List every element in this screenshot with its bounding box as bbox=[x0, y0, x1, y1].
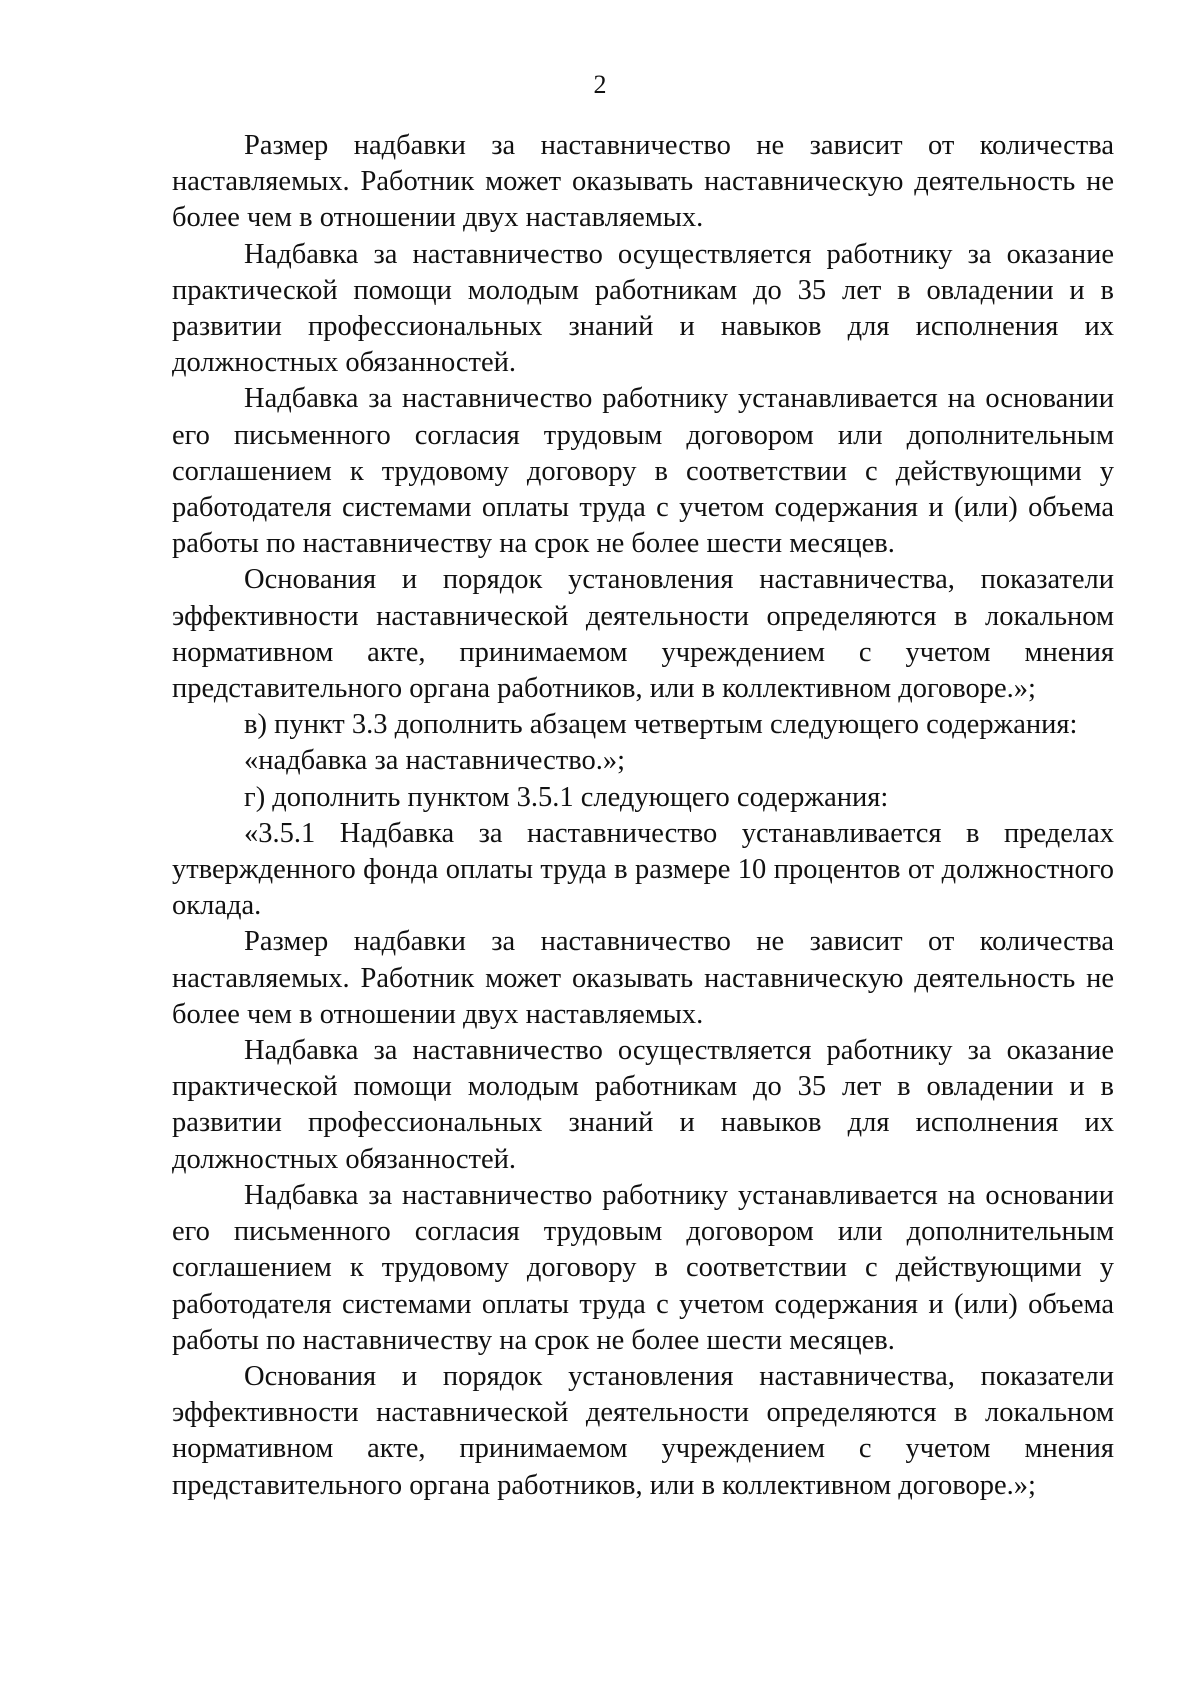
document-body bbox=[172, 128, 1114, 1504]
paragraph-quote-bonus: «надбавка за наставничество.»; bbox=[244, 745, 626, 777]
paragraph-mentoring-purpose-repeat: Надбавка за наставничество осуществляется работнику за оказание практической помощи молодым работникам до 35 лет в овладении и в развитии профессиональных знаний и навыков для исполнения их должностных обязанностей. bbox=[172, 1035, 1114, 1175]
paragraph-mentoring-establishment: Надбавка за наставничество работнику устанавливается на основании его письменного согласия трудовым договором или дополнительным соглашением к трудовому договору в соответствии с действующими у работодателя системами оплаты труда с учетом содержания и (или) объема работы по наставничеству на срок не более шести месяцев. bbox=[172, 383, 1114, 560]
paragraph-item-v: в) пункт 3.3 дополнить абзацем четвертым следующего содержания: bbox=[244, 709, 1078, 741]
paragraph-item-g: г) дополнить пунктом 3.5.1 следующего содержания: bbox=[244, 781, 889, 813]
paragraph-mentoring-size-repeat: Размер надбавки за наставничество не зависит от количества наставляемых. Работник может оказывать наставническую деятельность не более чем в отношении двух наставляемых. bbox=[172, 926, 1114, 1030]
paragraph-mentoring-size: Размер надбавки за наставничество не зависит от количества наставляемых. Работник может оказывать наставническую деятельность не более чем в отношении двух наставляемых. bbox=[172, 130, 1114, 234]
paragraph-mentoring-grounds: Основания и порядок установления наставничества, показатели эффективности наставнической деятельности определяются в локальном нормативном акте, принимаемом учреждением с учетом мнения представительного органа работников, или в коллективном договоре.»; bbox=[172, 564, 1114, 705]
paragraph-clause-3-5-1: «3.5.1 Надбавка за наставничество устанавливается в пределах утвержденного фонда оплаты труда в размере 10 процентов от должностного оклада. bbox=[172, 817, 1114, 922]
page-number: 2 bbox=[593, 70, 607, 99]
paragraph-mentoring-purpose: Надбавка за наставничество осуществляется работнику за оказание практической помощи молодым работникам до 35 лет в овладении и в развитии профессиональных знаний и навыков для исполнения их должностных обязанностей. bbox=[172, 238, 1114, 379]
paragraph-mentoring-establishment-repeat: Надбавка за наставничество работнику устанавливается на основании его письменного согласия трудовым договором или дополнительным соглашением к трудовому договору в соответствии с действующими у работодателя системами оплаты труда с учетом содержания и (или) объема работы по наставничеству на срок не более шести месяцев. bbox=[172, 1179, 1114, 1356]
paragraph-mentoring-grounds-repeat: Основания и порядок установления наставничества, показатели эффективности наставнической деятельности определяются в локальном нормативном акте, принимаемом учреждением с учетом мнения представительного органа работников, или в коллективном договоре.»; bbox=[172, 1360, 1114, 1501]
